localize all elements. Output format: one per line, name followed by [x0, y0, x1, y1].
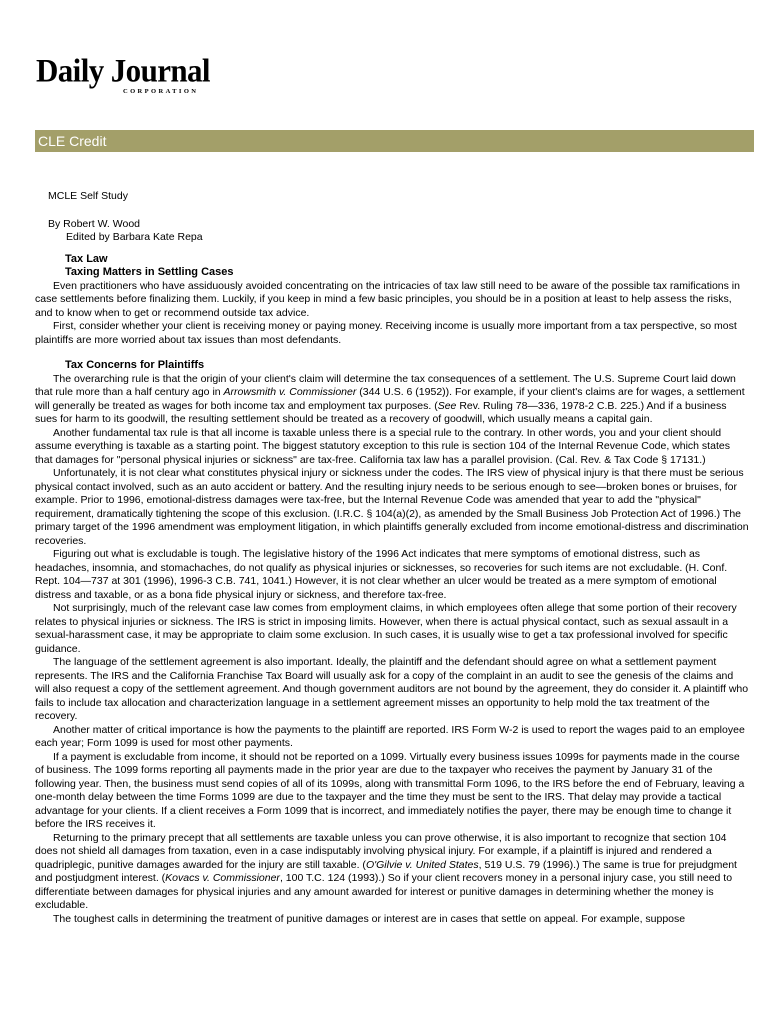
paragraph: Unfortunately, it is not clear what constitutes physical injury or sickness under the codes. The IRS view of physical injury is that there must be serious physical contact involved, such as an auto accident or battery. And the resulting injury needs to be serious enough to see—broken bones or bruises, for example. Prior to 1996, emotional-distress damages were tax-free, but the Internal Revenue Code was amended that year to add the "physical" requirement, dramatically tightening the scope of this exclusion. (I.R.C. § 104(a)(2), as amended by the Small Business Job Protection Act of 1996.) The primary target of the 1996 amendment was employment litigation, in which plaintiffs generally excluded from income emotional-distress and discrimination recoveries. [35, 467, 749, 547]
paragraph: Even practitioners who have assiduously avoided concentrating on the intricacies of tax law still need to be aware of the possible tax ramifications in case settlements before finalizing them. Luckily, if you keep in mind a few basic principles, you should be in a position at least to help assess the risks, and to know when to get or recommend outside tax advice. [35, 279, 740, 319]
article-title: Taxing Matters in Settling Cases [65, 266, 234, 278]
paragraph: Not surprisingly, much of the relevant case law comes from employment claims, in which employees often allege that some portion of their recovery relates to physical injuries or sickness. The IRS is strict in imposing limits. However, when there is actual physical contact, such as sexual assault in a sexual-harassment case, it may be appropriate to claim some exclusion. In such cases, it is usually wise to get a tax professional involved for specific guidance. [35, 602, 737, 655]
section-body [35, 373, 750, 927]
logo-name: Daily Journal [36, 52, 210, 89]
logo-subtitle: CORPORATION [123, 88, 199, 95]
see-signal: See [437, 399, 457, 412]
paragraph: Another fundamental tax rule is that all income is taxable unless there is a special rule to the contrary. In other words, you and your client should assume everything is taxable as a starting point. The biggest statutory exception to this rule is section 104 of the Internal Revenue Code, which states that damages for "personal physical injuries or sickness" are tax-free. California tax law has a parallel provision. (Cal. Rev. & Tax Code § 17131.) [35, 426, 730, 466]
article-content [35, 190, 750, 926]
paragraph: Returning to the primary precept that all settlements are taxable unless you can prove otherwise, it is also important to recognize that section 104 does not shield all damages from taxation, even in a case indisputably involving physical injury. For example, if a plaintiff is injured and rendered a quadriplegic, punitive damages awarded for the injury are still taxable. (O'Gilvie v. United States, 519 U.S. 79 (1996).) The same is true for prejudgment and postjudgment interest. (Kovacs v. Commissioner, 100 T.C. 124 (1993).) So if your client recovers money in a personal injury case, you still need to differentiate between damages for physical injuries and any amount awarded for interest or punitive damages in determining whether the money is excludable. [35, 831, 737, 911]
paragraph: Another matter of critical importance is how the payments to the plaintiff are reported. IRS Form W-2 is used to report the wages paid to an employee each year; Form 1099 is used for most other payments. [35, 723, 745, 749]
daily-journal-logo [36, 52, 211, 95]
paragraph: The language of the settlement agreement is also important. Ideally, the plaintiff and the defendant should agree on what a settlement payment represents. The IRS and the California Franchise Tax Board will usually ask for a copy of the complaint in an audit to see the genesis of the claims and will also request a copy of the settlement agreement. And though government auditors are not bound by the agreement, they do consider it. A plaintiff who fails to include tax allocation and characterization language in a settlement agreement misses an opportunity to help mold the tax treatment of the recovery. [35, 656, 749, 722]
author-line: By Robert W. Wood [48, 217, 141, 230]
paragraph: Figuring out what is excludable is tough. The legislative history of the 1996 Act indicates that mere symptoms of emotional distress, such as headaches, insomnia, and stomachaches, do not qualify as physical injuries or sicknesses, so recoveries for such items are not excludable. (H. Conf. Rept. 104—737 at 301 (1996), 1996-3 C.B. 741, 1041.) However, it is not clear whether an ulcer would be treated as a mere symptom of emotional distress and taxable, or as a bona fide physical injury or sickness, and therefore tax-free. [35, 548, 728, 601]
paragraph: First, consider whether your client is receiving money or paying money. Receiving income is usually more important from a tax perspective, so most plaintiffs are more worried about tax issues than most defendants. [35, 320, 737, 346]
case-citation: Kovacs v. Commissioner [165, 872, 280, 884]
paragraph: If a payment is excludable from income, it should not be reported on a 1099. Virtually every business issues 1099s for payments made in the course of business. The 1099 forms reporting all payments made in the prior year are due to the taxpayer who receives the payment by January 31 of the following year. Then, the business must send copies of all of its 1099s, along with transmittal Form 1096, to the IRS before the end of February, leaving a one-month delay between the time Forms 1099 are due to the taxpayer and the time they must be sent to the IRS. That delay may provide a tactical advantage for your clients. If a client receives a Form 1099 that is incorrect, and immediately notifies the payer, there may be enough time to change it before the IRS receives it. [35, 750, 745, 830]
section-bar: CLE Credit [35, 130, 754, 152]
paragraph: The toughest calls in determining the treatment of punitive damages or interest are in cases that settle on appeal. For example, suppose [53, 912, 686, 925]
paragraph: The overarching rule is that the origin of your client's claim will determine the tax consequences of a settlement. The U.S. Supreme Court laid down that rule more than a half century ago in Arrowsmith v. Commissioner (344 U.S. 6 (1952)). For example, if your client's claims are for wages, a settlement will generally be treated as wages for both income tax and employment tax purposes. (See Rev. Ruling 78—336, 1978-2 C.B. 225.) And if a business sues for harm to its goodwill, the resulting settlement should be treated as a recovery of goodwill, which usually means a capital gain. [35, 372, 745, 425]
series-label: MCLE Self Study [48, 190, 128, 202]
article-body [35, 280, 750, 348]
case-citation: Arrowsmith v. Commissioner [223, 386, 357, 398]
case-citation: O'Gilvie v. United States [365, 858, 479, 871]
editor-line: Edited by Barbara Kate Repa [66, 231, 203, 243]
article-category: Tax Law [65, 252, 108, 265]
section-heading: Tax Concerns for Plaintiffs [65, 359, 205, 371]
